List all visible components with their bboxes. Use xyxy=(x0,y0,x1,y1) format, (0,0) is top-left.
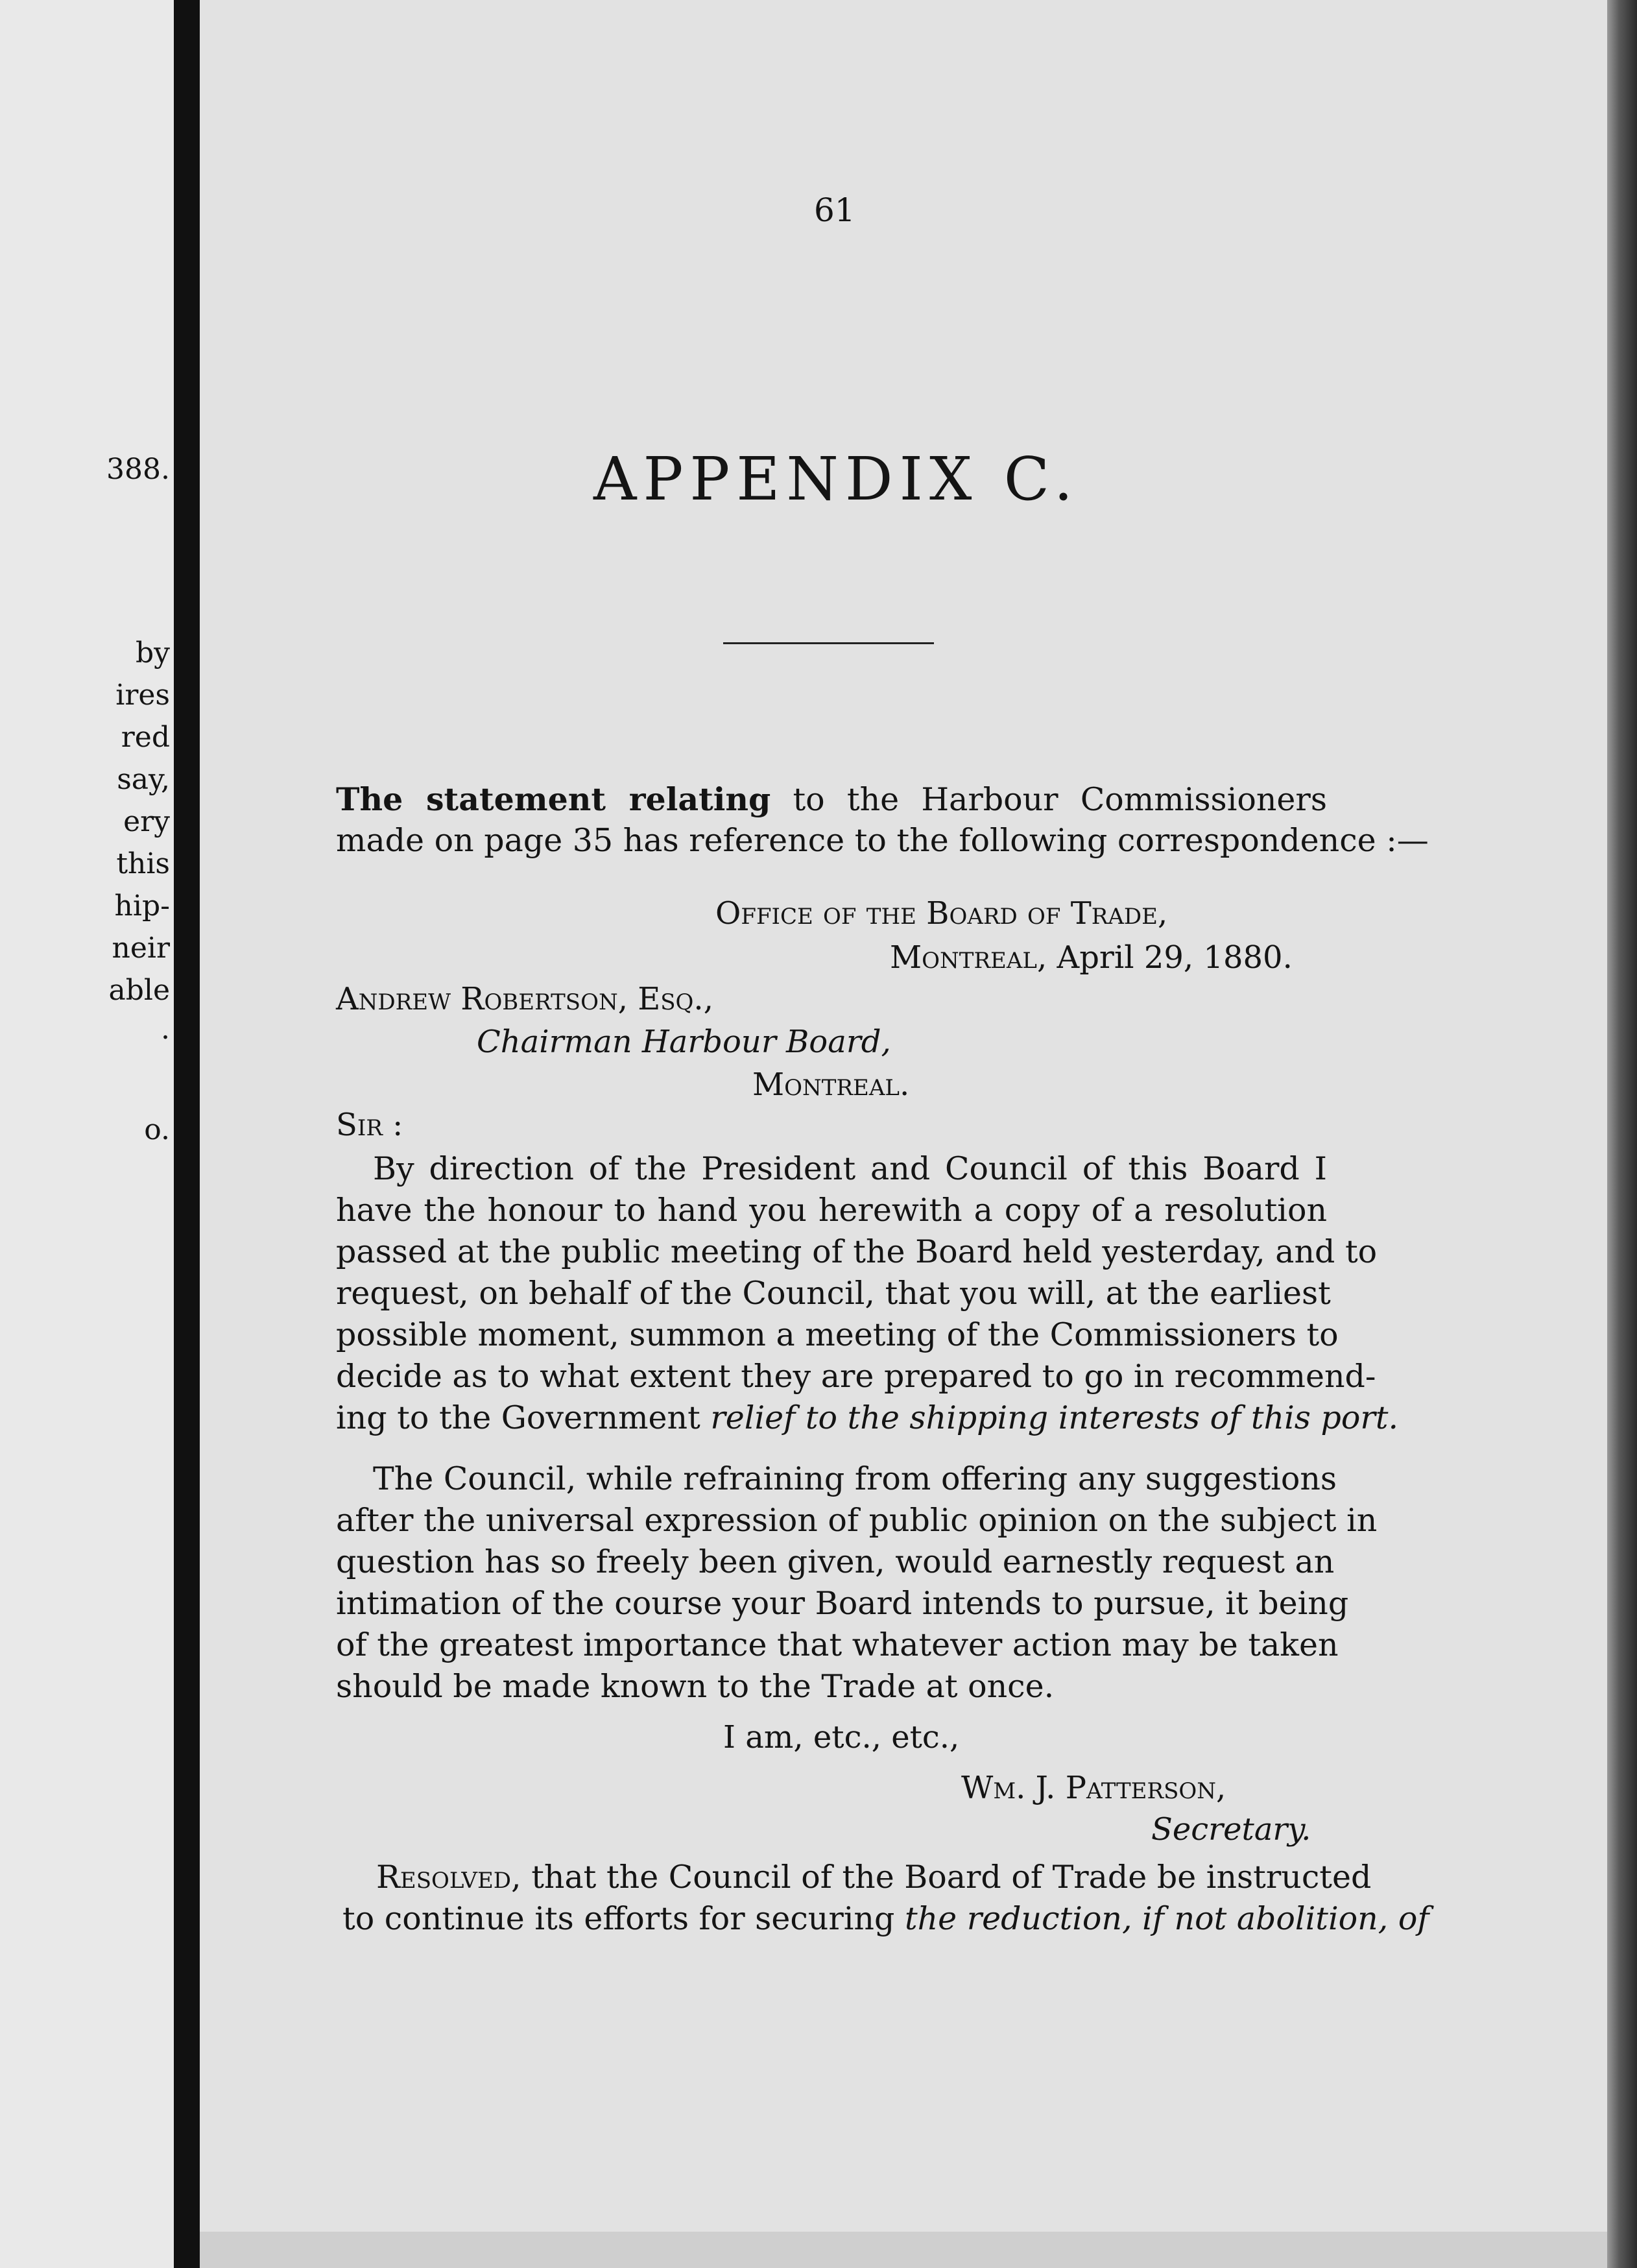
facing-page-text: red xyxy=(121,721,170,754)
letter-paragraph-line: have the honour to hand you herewith a copy of a resolution xyxy=(336,1192,1327,1229)
letter-paragraph-line: The Council, while refraining from offering any suggestions xyxy=(373,1460,1337,1497)
facing-page-text: hip- xyxy=(114,889,170,923)
addressee-name: Andrew Robertson, Esq., xyxy=(336,981,713,1017)
letter-paragraph-line: By direction of the President and Council of this Board I xyxy=(373,1150,1327,1187)
letter-place: Montreal, xyxy=(890,939,1047,976)
letter-paragraph-line: possible moment, summon a meeting of the Commissioners to xyxy=(336,1316,1339,1353)
resolution-line xyxy=(342,1898,1429,1940)
facing-page-text: able xyxy=(108,974,170,1007)
facing-page-text: 388. xyxy=(106,453,170,486)
facing-page-text: neir xyxy=(112,932,170,965)
resolution-text: to continue its efforts for securing xyxy=(342,1900,895,1937)
letter-paragraph-line: decide as to what extent they are prepared to go in recommend- xyxy=(336,1358,1376,1395)
resolution-lead: Resolved, xyxy=(376,1859,521,1896)
facing-page-fragment xyxy=(0,0,174,2268)
title-divider xyxy=(723,642,934,644)
facing-page-text: by xyxy=(135,636,170,670)
resolution-text: that the Council of the Board of Trade be instructed xyxy=(531,1859,1372,1896)
intro-line xyxy=(336,778,1327,821)
letter-paragraph-line xyxy=(336,1397,1399,1439)
facing-page-text: ery xyxy=(123,805,170,838)
letter-paragraph-line: question has so freely been given, would earnestly request an xyxy=(336,1543,1335,1580)
intro-text: to the Harbour Commissioners xyxy=(793,781,1328,818)
addressee-city: Montreal. xyxy=(752,1067,910,1103)
letter-emphasis: relief to the shipping interests of this port. xyxy=(710,1399,1399,1436)
page-edge-shadow xyxy=(1607,0,1637,2268)
binding-gutter xyxy=(174,0,200,2268)
letter-paragraph-line: request, on behalf of the Council, that you will, at the earliest xyxy=(336,1275,1331,1312)
letter-office: Office of the Board of Trade, xyxy=(715,895,1168,932)
resolution-line xyxy=(376,1857,1372,1898)
letter-text: ing to the Government xyxy=(336,1399,700,1436)
page-bottom-margin xyxy=(200,2232,1607,2268)
intro-line: made on page 35 has reference to the following correspondence :— xyxy=(336,822,1429,859)
signature-title: Secretary. xyxy=(1151,1811,1311,1848)
facing-page-text: this xyxy=(116,847,170,880)
facing-page-text: say, xyxy=(117,763,170,796)
letter-paragraph-line: should be made known to the Trade at once. xyxy=(336,1668,1055,1705)
letter-paragraph-line: intimation of the course your Board intends to pursue, it being xyxy=(336,1585,1349,1622)
intro-bold-lead: The statement relating xyxy=(336,780,771,818)
letter-place-date xyxy=(890,939,1293,976)
letter-date: April 29, 1880. xyxy=(1057,939,1293,976)
page-number: 61 xyxy=(814,191,855,229)
facing-page-text: ires xyxy=(115,679,170,712)
salutation: Sir : xyxy=(336,1107,403,1143)
appendix-title: APPENDIX C. xyxy=(593,444,1080,514)
facing-page-text: o. xyxy=(144,1113,170,1146)
letter-paragraph-line: after the universal expression of public opinion on the subject in xyxy=(336,1502,1378,1539)
addressee-title: Chairman Harbour Board, xyxy=(477,1024,891,1060)
letter-paragraph-line: of the greatest importance that whatever action may be taken xyxy=(336,1626,1339,1663)
letter-closing: I am, etc., etc., xyxy=(723,1719,960,1755)
signature-name: Wm. J. Patterson, xyxy=(961,1770,1226,1806)
facing-page-text: . xyxy=(161,1013,170,1046)
resolution-emphasis: the reduction, if not abolition, of xyxy=(904,1900,1429,1937)
letter-paragraph-line: passed at the public meeting of the Board held yesterday, and to xyxy=(336,1233,1378,1270)
